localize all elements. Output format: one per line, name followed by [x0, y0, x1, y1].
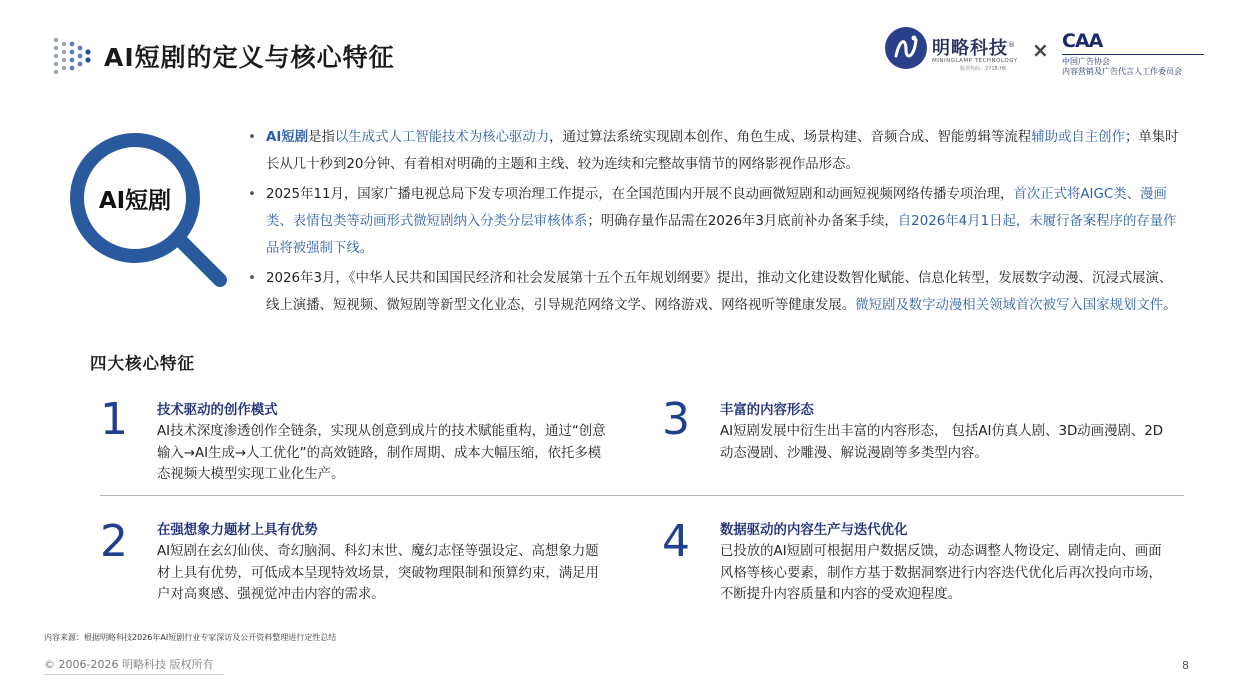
- caa-logo: [1062, 30, 1208, 76]
- definition-bullets: [246, 124, 1184, 322]
- bullet-text: ；单集时长从几十秒到20分钟、有着相对明确的主题和主线、较为连续和完整故事情节的网络影视作品形态。: [266, 130, 1179, 172]
- footer-line: [44, 674, 224, 675]
- times-sign: ×: [1032, 38, 1049, 62]
- highlight-text: 辅助或自主创作: [1031, 130, 1125, 145]
- bullet-item: [246, 181, 1184, 262]
- feature-title: 在强想象力题材上具有优势: [157, 523, 318, 538]
- bullet-text: 。: [359, 241, 374, 256]
- highlight-text: 以生成式人工智能技术为核心驱动力: [334, 130, 550, 145]
- caa-divider: [1062, 54, 1204, 55]
- source-note: 内容来源：根据明略科技2026年AI短剧行业专家深访及公开资料整理进行定性总结: [44, 633, 337, 642]
- bullet-item: [246, 265, 1184, 319]
- caa-mark: CAA: [1062, 30, 1103, 52]
- highlight-text: 自2026年4月1日起，未履行备案程序的存量作品将被强制下线: [266, 214, 1177, 256]
- section-title: 四大核心特征: [90, 354, 195, 373]
- feature-number: 3: [662, 394, 690, 445]
- bullet-text: ，通过算法系统实现剧本创作、角色生成、场景构建、音频合成、智能剪辑等流程: [549, 130, 1032, 145]
- feature-number: 4: [662, 516, 690, 567]
- bullet-text: 2026年3月，《中华人民共和国国民经济和社会发展第十五个五年规划纲要》提出，推动文化建设数智化赋能、信息化转型，发展数字动漫、沉浸式展演、线上演播、短视频、微短剧等新型文化业态，引导规范网络文学、网络游戏、网络视听等健康发展。: [266, 271, 1173, 313]
- feature-number: 1: [100, 394, 128, 445]
- copyright: © 2006-2026 明略科技 版权所有: [44, 658, 214, 671]
- bullet-text: 。: [1163, 298, 1177, 313]
- title-dots-icon: [52, 34, 96, 78]
- feature-description: AI技术深度渗透创作全链条，实现从创意到成片的技术赋能重构，通过“创意输入→AI生成→人工优化”的高效链路，制作周期、成本大幅压缩，依托多模态视频大模型实现工业化生产。: [157, 424, 606, 482]
- mininglamp-mark-icon: [884, 26, 928, 70]
- bullet-text: 2025年11月，国家广播电视总局下发专项治理工作提示，在全国范围内开展不良动画微短剧和动画短视频网络传播专项治理，: [266, 187, 1014, 202]
- section-divider: [100, 495, 1184, 496]
- feature-description: 已投放的AI短剧可根据用户数据反馈，动态调整人物设定、剧情走向、画面风格等核心要素，制作方基于数据洞察进行内容迭代优化后再次投向市场，不断提升内容质量和内容的受欢迎程度。: [720, 544, 1162, 602]
- feature-description: AI短剧发展中衍生出丰富的内容形态， 包括AI仿真人剧、3D动画漫剧、2D动态漫剧、沙雕漫、解说漫剧等多类型内容。: [720, 424, 1164, 461]
- bullet-text: ；明确存量作品需在2026年3月底前补办备案手续，: [587, 214, 898, 229]
- mininglamp-logo: [884, 26, 1020, 74]
- highlight-text: 微短剧及数字动漫相关领域首次被写入国家规划文件: [855, 298, 1164, 313]
- mininglamp-name: 明略科技®: [932, 38, 1016, 59]
- feature-number: 2: [100, 516, 128, 567]
- highlight-text: 首次正式将AIGC类、漫画类、表情包类等动画形式微短剧纳入分类分层审核体系: [266, 187, 1167, 229]
- highlight-text: AI短剧: [266, 130, 309, 145]
- magnifier-label: AI短剧: [98, 188, 172, 214]
- feature-title: 数据驱动的内容生产与迭代优化: [720, 523, 908, 538]
- bullet-text: 是指: [308, 130, 335, 145]
- feature-title: 技术驱动的创作模式: [157, 403, 278, 418]
- page-number: 8: [1182, 659, 1189, 672]
- page-title: AI短剧的定义与核心特征: [104, 43, 395, 72]
- feature-description: AI短剧在玄幻仙侠、奇幻脑洞、科幻末世、魔幻志怪等强设定、高想象力题材上具有优势，可低成本呈现特效场景，突破物理限制和预算约束，满足用户对高爽感、强视觉冲击内容的需求。: [157, 544, 599, 602]
- caa-committee: 内容营销及广告代言人工作委员会: [1062, 67, 1182, 76]
- bullet-item: [246, 124, 1184, 178]
- mininglamp-stock-code: 股票代码：2718.HK: [960, 66, 1007, 72]
- mininglamp-english-name: MININGLAMP TECHNOLOGY: [932, 58, 1018, 64]
- caa-name: 中国广告协会: [1062, 57, 1110, 66]
- feature-title: 丰富的内容形态: [720, 403, 814, 418]
